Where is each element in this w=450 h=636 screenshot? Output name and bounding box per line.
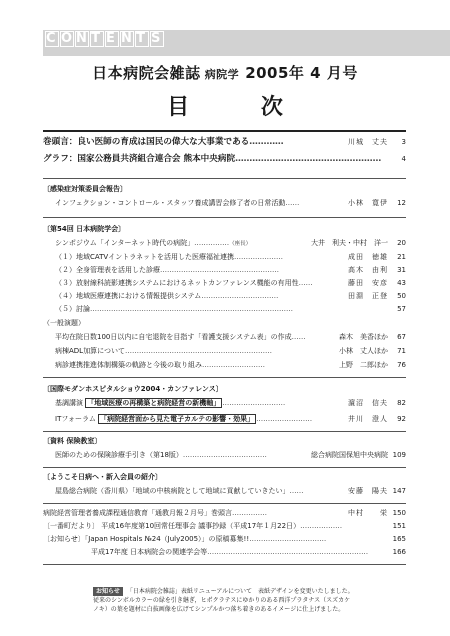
top-entry-editorial[interactable]: 巻頭言：良い医師の育成は国民の偉大な大事業である………… 川城 丈夫 3 xyxy=(43,137,406,147)
contents-letter: C xyxy=(46,31,59,46)
section-heading-welcome: 〔ようこそ日病へ・新入会員の紹介〕 xyxy=(43,473,162,481)
contents-letter: N xyxy=(121,31,135,46)
divider xyxy=(43,431,406,432)
divider xyxy=(43,178,406,179)
notice-line-3: ノキ）の葉を題材に白抜画像を広げてシンプルかつ落ち着きのあるイメージに仕上げました。 xyxy=(93,606,345,613)
issue-date: 2005年 4 月号 xyxy=(245,64,358,82)
contents-letter: O xyxy=(61,31,76,46)
divider xyxy=(43,130,406,132)
top-entry-graph[interactable]: グラフ：国家公務員共済組合連合会 熊本中央病院…………………………………………… 4 xyxy=(43,154,406,164)
divider xyxy=(43,467,406,468)
contents-letter: T xyxy=(136,31,148,46)
page-title: 目 次 xyxy=(167,95,315,120)
divider xyxy=(43,503,406,504)
divider xyxy=(43,564,406,565)
section-heading-infection: 〔感染症対策委員会報告〕 xyxy=(43,185,127,193)
notice-badge: お知らせ xyxy=(93,587,123,596)
journal-title-line xyxy=(0,62,450,83)
section-heading-insurance: 〔資料 保険教室〕 xyxy=(43,437,102,445)
divider xyxy=(43,217,406,218)
section-heading-modern-hospital: 〔国際モダンホスピタルショウ2004・カンファレンス〕 xyxy=(43,385,223,393)
notice-box xyxy=(93,587,406,619)
subsection-heading: （一般演題） xyxy=(43,319,85,327)
divider xyxy=(43,377,406,378)
contents-letter: S xyxy=(151,31,164,46)
journal-title: 日本病院会雑誌 xyxy=(92,64,201,82)
contents-label xyxy=(45,31,164,47)
notice-line-1: 「日本病院会雑誌」表紙リニューアルについて 表紙デザインを変更いたしました。 xyxy=(126,588,354,595)
contents-letter: N xyxy=(76,31,90,46)
section-heading-congress: 〔第54回 日本病院学会〕 xyxy=(43,225,126,233)
journal-sub: 病院学 xyxy=(204,68,240,81)
notice-line-2: 従来のシンボルカラーの緑を引き継ぎ，ヒポクラテスにゆかりのある西洋プラタナス（スズカケ xyxy=(93,597,351,604)
contents-letter: T xyxy=(91,31,103,46)
contents-letter: E xyxy=(106,31,118,46)
